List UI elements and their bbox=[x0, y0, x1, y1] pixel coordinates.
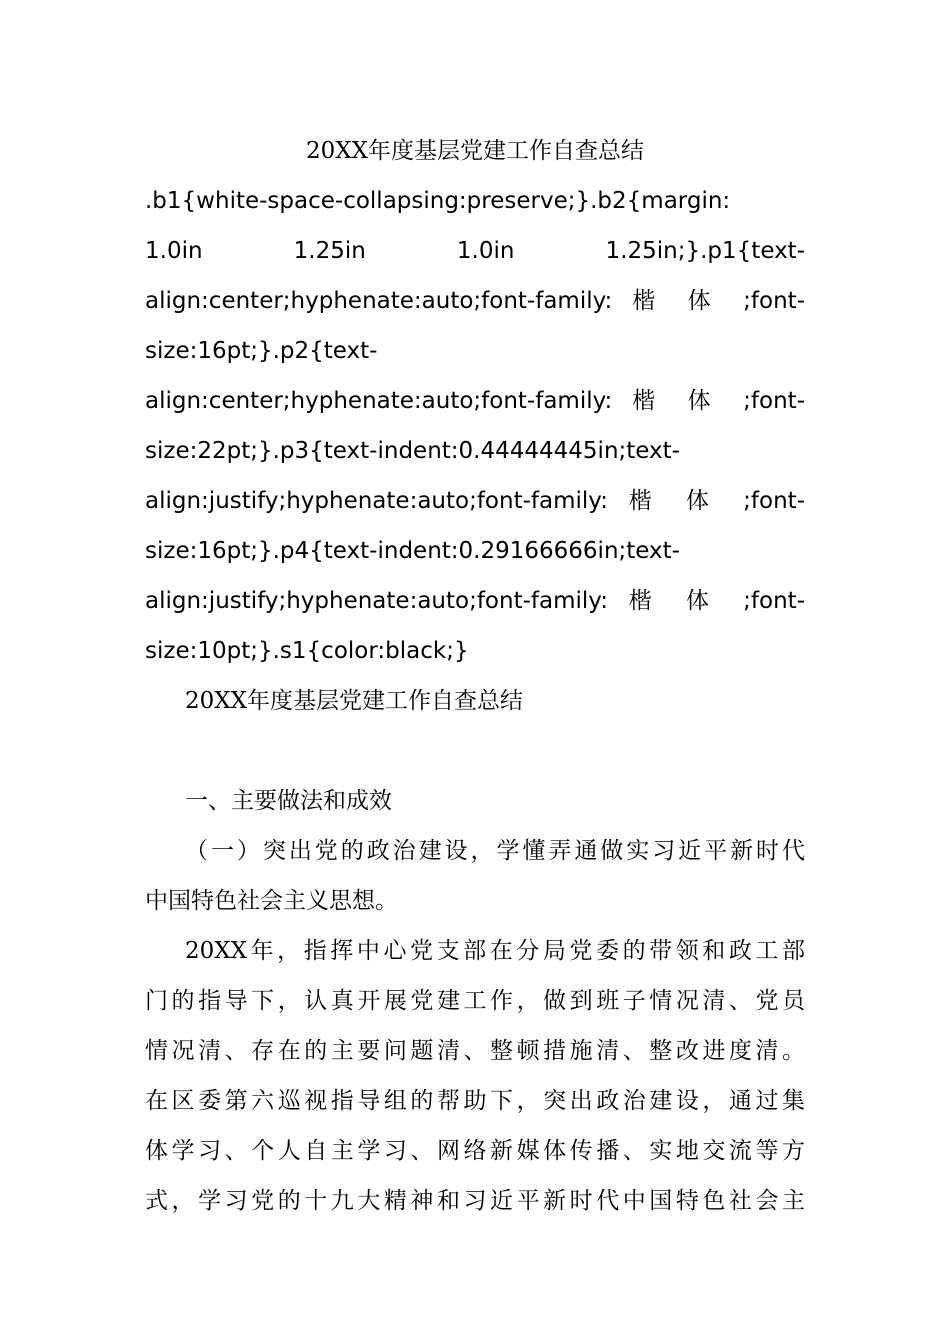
document-title: 20XX年度基层党建工作自查总结 bbox=[305, 138, 644, 164]
css-line-2: 1.0in 1.25in 1.0in 1.25in;}.p1{text- bbox=[145, 238, 805, 264]
subheading-line-2: 中国特色社会主义思想。 bbox=[145, 888, 398, 914]
section-heading: 一、主要做法和成效 bbox=[185, 788, 392, 814]
css-line-9: align:justify;hyphenate:auto;font-family: 楷 体 ;font- bbox=[145, 588, 805, 614]
spacer bbox=[145, 726, 805, 776]
css-line-4: size:16pt;}.p2{text- bbox=[145, 338, 378, 364]
css-line-3: align:center;hyphenate:auto;font-family: 楷 体 ;font- bbox=[145, 288, 805, 314]
paragraph-line-5: 体学习、个人自主学习、网络新媒体传播、实地交流等方 bbox=[145, 1138, 805, 1164]
css-line-10: size:10pt;}.s1{color:black;} bbox=[145, 638, 469, 664]
paragraph-line-2: 门的指导下，认真开展党建工作，做到班子情况清、党员 bbox=[145, 988, 805, 1014]
repeat-title: 20XX年度基层党建工作自查总结 bbox=[185, 688, 524, 714]
css-line-6: size:22pt;}.p3{text-indent:0.44444445in;text- bbox=[145, 438, 680, 464]
document-body bbox=[145, 126, 805, 1226]
css-line-7: align:justify;hyphenate:auto;font-family: 楷 体 ;font- bbox=[145, 488, 805, 514]
paragraph-line-3: 情况清、存在的主要问题清、整顿措施清、整改进度清。 bbox=[145, 1038, 805, 1064]
css-line-1: .b1{white-space-collapsing:preserve;}.b2{margin: bbox=[145, 188, 731, 214]
subheading-line-1: （一）突出党的政治建设，学懂弄通做实习近平新时代 bbox=[185, 838, 805, 864]
paragraph-line-4: 在区委第六巡视指导组的帮助下，突出政治建设，通过集 bbox=[145, 1088, 805, 1114]
css-line-8: size:16pt;}.p4{text-indent:0.29166666in;text- bbox=[145, 538, 680, 564]
paragraph-line-6: 式，学习党的十九大精神和习近平新时代中国特色社会主 bbox=[145, 1188, 805, 1214]
css-line-5: align:center;hyphenate:auto;font-family: 楷 体 ;font- bbox=[145, 388, 805, 414]
paragraph-line-1: 20XX年，指挥中心党支部在分局党委的带领和政工部 bbox=[185, 938, 805, 964]
